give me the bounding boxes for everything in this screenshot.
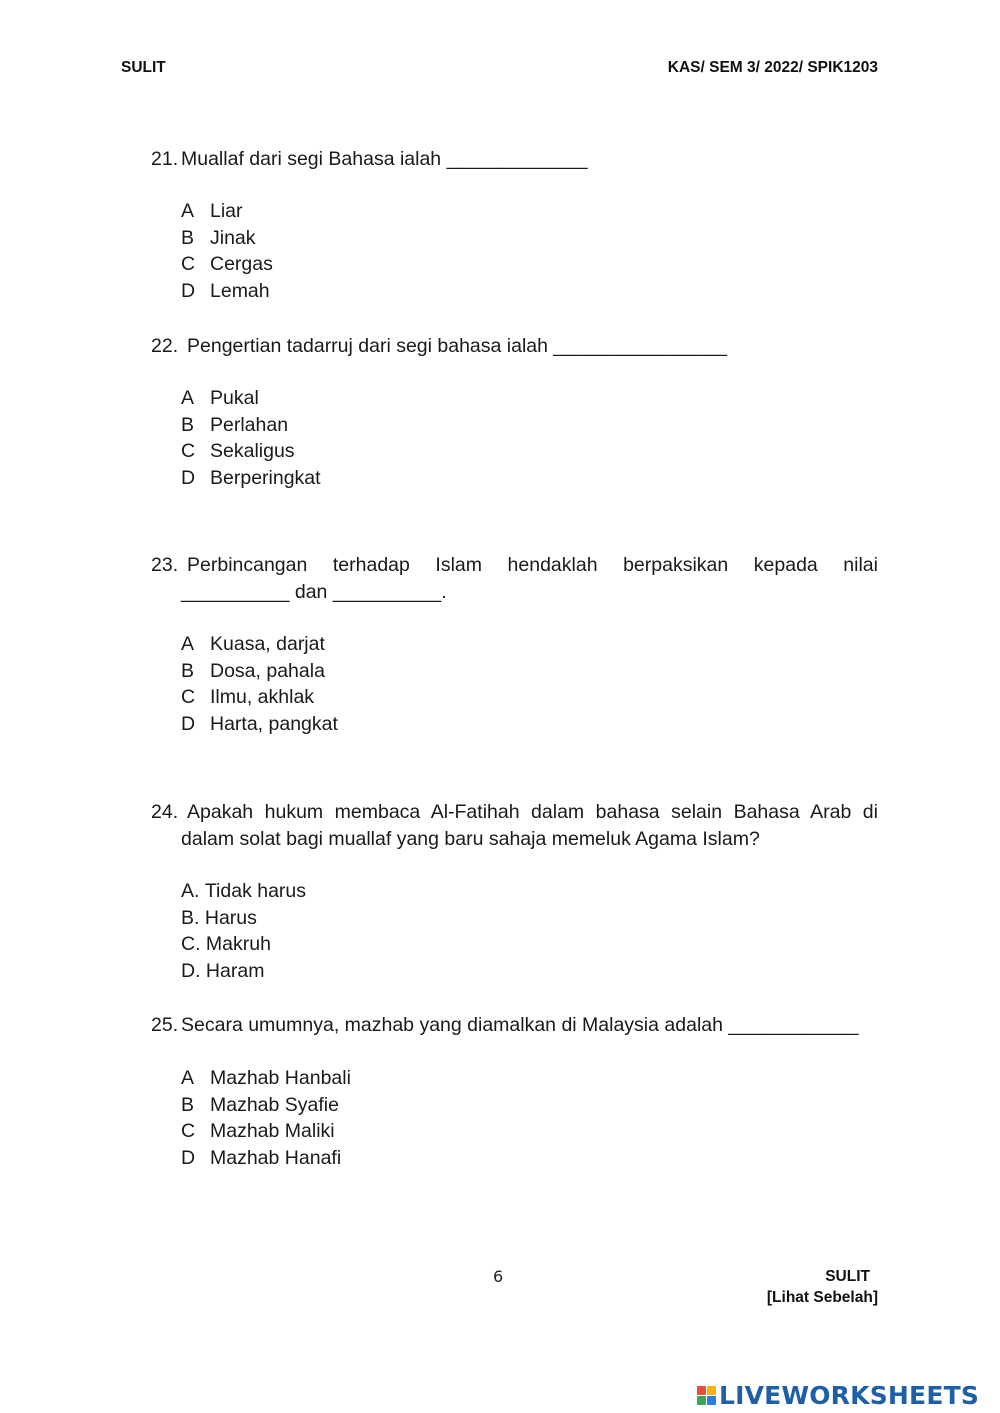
option-letter: A [181,200,195,222]
question-24 [151,799,878,853]
option-letter: D [181,1147,196,1170]
option-letter: B [181,1093,195,1116]
liveworksheets-logo-icon [697,1386,716,1405]
option-text: Ilmu, akhlak [210,686,315,709]
option-text: Haram [205,960,265,983]
option-text: Makruh [205,933,271,956]
option-a[interactable] [181,631,338,658]
option-a[interactable] [181,878,306,905]
question-number: 24. [151,801,179,823]
option-d[interactable] [181,711,338,738]
option-c[interactable] [181,684,338,711]
option-letter: D. [181,960,201,983]
logo-square-green [697,1396,706,1405]
option-letter: B [181,659,195,682]
option-letter: B [181,413,195,436]
option-text: Mazhab Hanafi [210,1147,342,1170]
option-text: Pukal [210,387,259,409]
option-b[interactable] [181,1092,351,1119]
option-letter: D [181,280,196,303]
option-letter: C [181,440,196,463]
option-d[interactable] [181,958,306,985]
option-text: Lemah [210,280,270,303]
logo-square-blue [707,1396,716,1405]
question-23 [151,552,878,606]
option-text: Sekaligus [210,440,295,463]
question-21-options [181,198,273,305]
option-letter: B. [181,906,200,929]
option-c[interactable] [181,438,321,465]
option-letter: D [181,467,196,490]
question-number: 21. [151,148,179,170]
header-sulit: SULIT [121,59,166,76]
option-text: Liar [210,200,243,222]
question-21 [151,146,878,173]
option-letter: D [181,713,196,736]
logo-square-yellow [707,1386,716,1395]
option-letter: C [181,1120,196,1143]
option-b[interactable] [181,905,306,932]
question-25 [151,1012,878,1039]
option-letter: C [181,253,196,276]
option-text: Berperingkat [210,467,321,490]
option-text: Harus [204,906,257,929]
question-24-options [181,878,306,985]
option-d[interactable] [181,278,273,305]
option-b[interactable] [181,225,273,252]
question-23-options [181,631,338,738]
question-22-options [181,385,321,492]
option-letter: A [181,1067,195,1089]
option-text: Mazhab Maliki [210,1120,335,1143]
question-text-continued: __________ dan __________. [181,581,447,603]
question-text: Secara umumnya, mazhab yang diamalkan di Malaysia adalah ____________ [181,1014,859,1036]
option-letter: A. [181,880,200,902]
question-text: Perbincangan terhadap Islam hendaklah berpaksikan kepada nilai [187,554,878,576]
option-c[interactable] [181,251,273,278]
question-22 [151,333,878,360]
footer-sulit: SULIT [825,1268,870,1285]
option-b[interactable] [181,412,321,439]
option-text: Mazhab Syafie [210,1093,339,1116]
option-text: Dosa, pahala [210,659,325,682]
option-text: Kuasa, darjat [210,633,325,655]
question-text: Muallaf dari segi Bahasa ialah _____________ [181,148,588,170]
question-number: 25. [151,1014,179,1036]
watermark-text: LIVEWORKSHEETS [719,1380,980,1410]
option-a[interactable] [181,198,273,225]
option-letter: B [181,226,195,249]
question-text: Pengertian tadarruj dari segi bahasa ialah ________________ [187,335,727,357]
option-a[interactable] [181,1065,351,1092]
option-text: Cergas [210,253,273,276]
footer-next-page: [Lihat Sebelah] [766,1289,878,1306]
option-text: Jinak [210,226,256,249]
option-c[interactable] [181,931,306,958]
option-letter: C [181,686,196,709]
question-25-options [181,1065,351,1172]
logo-square-red [697,1386,706,1395]
option-letter: A [181,387,195,409]
option-text: Perlahan [210,413,289,436]
option-letter: C. [181,933,201,956]
option-d[interactable] [181,1145,351,1172]
option-text: Harta, pangkat [210,713,338,736]
option-text: Tidak harus [204,880,307,902]
option-a[interactable] [181,385,321,412]
option-d[interactable] [181,465,321,492]
option-b[interactable] [181,658,338,685]
page-number: 6 [493,1267,504,1286]
option-text: Mazhab Hanbali [210,1067,351,1089]
question-text-continued: dalam solat bagi muallaf yang baru sahaja memeluk Agama Islam? [181,828,760,850]
option-letter: A [181,633,195,655]
question-number: 23. [151,554,179,576]
liveworksheets-watermark [697,1378,979,1412]
header-course-code: KAS/ SEM 3/ 2022/ SPIK1203 [667,59,878,76]
option-c[interactable] [181,1118,351,1145]
question-text: Apakah hukum membaca Al-Fatihah dalam bahasa selain Bahasa Arab di [187,801,878,823]
question-number: 22. [151,335,179,357]
